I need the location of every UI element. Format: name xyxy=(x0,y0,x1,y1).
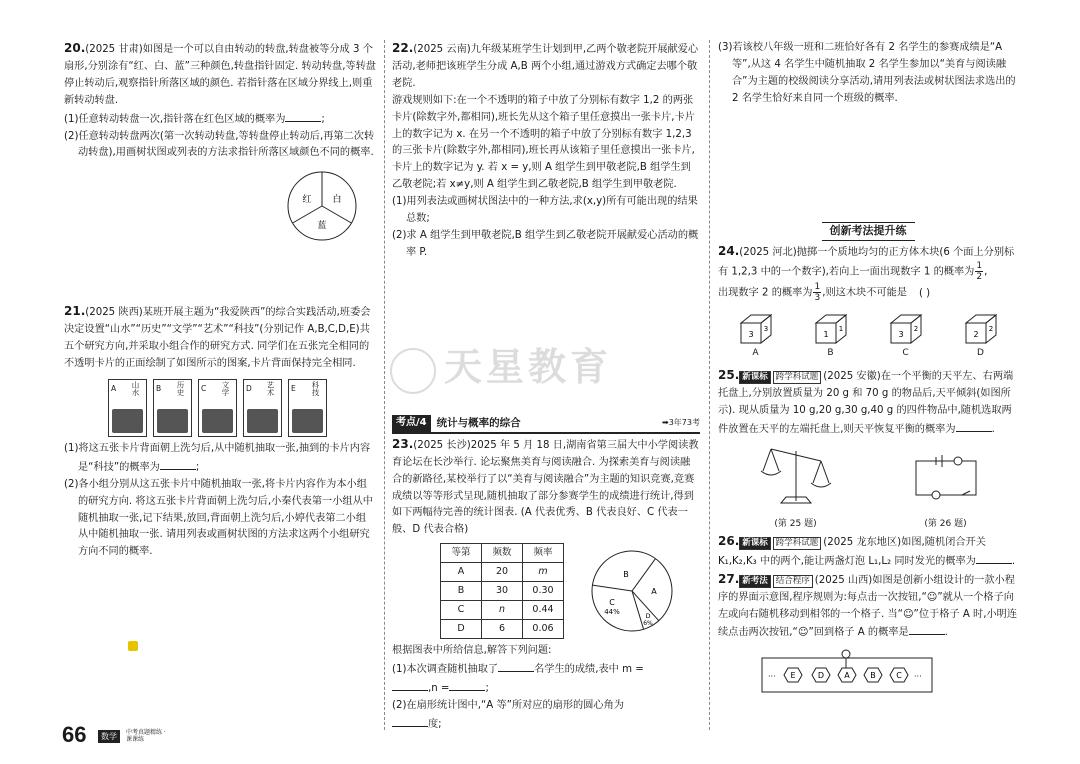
svg-text:3: 3 xyxy=(763,325,768,334)
subject-badge: 数学 xyxy=(98,730,120,743)
answer-blank[interactable] xyxy=(449,679,485,691)
svg-text:···: ··· xyxy=(768,672,776,682)
svg-text:2: 2 xyxy=(913,325,918,334)
svg-text:E: E xyxy=(790,671,796,681)
cube-option-a: 3 3 A xyxy=(736,313,776,363)
section-banner: 创新考法提升练 xyxy=(718,222,1018,241)
answer-blank[interactable] xyxy=(956,420,992,432)
balance-scale-icon xyxy=(751,443,841,509)
circuit-figure: (第 26 题) xyxy=(906,447,986,533)
cube-option-d: 2 2 D xyxy=(961,313,1001,363)
question-24: 24.(2025 河北)抛掷一个质地均匀的正方体木块(6 个面上分别标有 1,2,3 中的一个数字),若向上一面出现数字 1 的概率为 $\frac{1}{2}$ , 出现数字 2 的概率为 $\frac{1}{3}$ ,则这木块不可能是 ( ) 3 3 A 1 1 B 3 2 C 2 2 D xyxy=(718,243,1018,364)
svg-text:A: A xyxy=(844,671,850,681)
svg-text:1: 1 xyxy=(822,330,829,340)
answer-blank[interactable] xyxy=(976,552,1012,564)
answer-blank[interactable] xyxy=(285,110,321,122)
spinner-label-white: 白 xyxy=(332,195,342,206)
svg-text:3: 3 xyxy=(897,330,904,340)
question-25: 25. 新课标 跨学科试题 (2025 安徽)在一个平衡的天平左、右两端托盘上,分别放置质量为 20 g 和 70 g 的物品后,天平倾斜(如图所示). 现从质量为 10 g,20 g,30 g,40 g 的四件物品中,随机选取两件放置在天平的左端托盘上,则天平恢复平衡的概率为 . (第 25 题) (第 26 题) xyxy=(718,367,1018,532)
svg-text:44%: 44% xyxy=(604,608,620,617)
card-c: C 文学 xyxy=(198,379,237,437)
svg-text:3: 3 xyxy=(747,330,754,340)
question-23: 23.(2025 长沙)2025 年 5 月 18 日,湖南省第三届大中小学阅读教育论坛在长沙举行. 论坛聚焦美育与阅读融合. 为探索美育与阅读融合的新路径,某校举行了以“美育与阅读融合”为主题的知识竞赛,竞赛成绩以等等形式呈现,随机抽取了部分参赛学生的成绩进行统计,得到如下两幅待完善的统计图表. (A 代表优秀、B 代表良好、C 代表一般、D 代表合格) 等第 频数 频率 A 20 m B 30 0.30 C n 0.44 D 6 0.06 B A C 44% D 6% 根据图表中所给信息,解答下列问题: (1)本次调查随机抽取了 名学生的成绩,表中 m = ,n = ; (2)在扇形统计图中,“A 等”所对应的扇形的圆心角为 度; xyxy=(392,436,699,730)
answer-blank[interactable] xyxy=(392,679,428,691)
question-26: 26. 新课标 跨学科试题 (2025 龙东地区)如图,随机闭合开关 K₁,K₂,K₃ 中的两个,能让两盏灯泡 L₁,L₂ 同时发光的概率为 . xyxy=(718,533,1016,567)
answer-blank[interactable] xyxy=(909,623,945,635)
program-cells-figure xyxy=(758,648,1028,698)
spinner-label-blue: 蓝 xyxy=(317,221,327,232)
question-27: 27. 新考法 结合程序 (2025 山西)如图是创新小组设计的一款小程序的界面示意图,程序规则为:每点击一次按钮,“☺”就从一个格子向左或向右随机移动到相邻的一个格子. 当“☺”位于格子 A 时,小明连续点击两次按钮,“☺”回到格子 A 的概率是 . ··· E D A B C ··· xyxy=(718,571,1018,706)
svg-text:D: D xyxy=(645,612,651,621)
svg-text:C: C xyxy=(609,598,615,608)
frequency-table: 等第 频数 频率 A 20 m B 30 0.30 C n 0.44 D 6 0.06 xyxy=(440,543,564,639)
watermark: 天星教育 xyxy=(390,336,612,394)
page-number: 66 xyxy=(62,722,87,747)
literature-image xyxy=(202,409,233,433)
pie-chart xyxy=(586,546,696,636)
question-20: 20.(2025 甘肃)如图是一个可以自由转动的转盘,转盘被等分成 3 个扇形,分别涂有“红、白、蓝”三种颜色,转盘指针固定. 转动转盘,等转盘停止转动后,观察指针所落区域的颜色. 若指针落在区域分界线上,则重新转动转盘. (1)任意转动转盘一次,指针落在红色区域的概率为 ; (2)任意转动转盘两次(第一次转动转盘,等转盘停止转动后,再第二次转动转盘),用画树状图或列表的方法求指针所落区域颜色不同的概率. 红 白 蓝 xyxy=(64,40,376,261)
note-icon xyxy=(128,641,138,651)
answer-blank[interactable] xyxy=(160,458,196,470)
svg-text:1: 1 xyxy=(838,325,843,334)
question-21: 21.(2025 陕西)某班开展主题为“我爱陕西”的综合实践活动,班委会决定设置“山水”“历史”“文学”“艺术”“科技”(分别记作 A,B,C,D,E)共五个研究方向,并采取小组合作的研究方式. 同学们在五张完全相同的不透明卡片的正面绘制了如图所示的图案,卡片背面保持完全相同. A 山水 B 历史 C 文学 D 艺术 E 科技 (1)将这五张卡片背面朝上洗匀后,从中随机抽取一张,抽到的卡片内容是“科技”的概率为 ; (2)各小组分别从这五张卡片中随机抽取一张,将卡片内容作为本小组的研究方向. 将这五张卡片背面朝上洗匀后,小秦代表第一小组从中随机抽取一张,记下结果,放回,背面朝上洗匀后,小婷代表第二小组从中随机抽取一张. 请用列表或画树状图的方法求这两个小组研究方向不同的概率. xyxy=(64,303,376,561)
table-row: D 6 0.06 xyxy=(441,620,564,639)
section-header: 考点/4 统计与概率的综合 ➡3年73考 xyxy=(392,416,700,434)
airplane-image xyxy=(292,409,323,433)
answer-paren[interactable]: ( ) xyxy=(918,287,931,299)
circuit-diagram-icon xyxy=(906,447,986,509)
cube-option-b: 1 1 B xyxy=(811,313,851,363)
card-d: D 艺术 xyxy=(243,379,282,437)
column-left xyxy=(64,40,376,561)
svg-text:A: A xyxy=(651,587,657,597)
spinner-figure xyxy=(64,162,376,254)
column-right: (3)若该校八年级一班和二班恰好各有 2 名学生的参赛成绩是“A 等”,从这 4 名学生中随机抽取 2 名学生参加以“美育与阅读融合”为主题的校级阅读分享活动,请用列表法或树状图法求选出的 2 名学生恰好来自同一个班级的概率. 创新考法提升练 24.(2025 河北)抛掷一个质地均匀的正方体木块(6 个面上分别标有 1,2,3 中的一个数字),若向上一面出现数字 1 的概率为 $\frac{1}{2}$ , 出现数字 2 的概率为 $\frac{1}{3}$ ,则这木块不可能是 ( ) 3 3 A 1 1 B 3 2 C 2 2 D 25. 新课标 跨学科试题 (2025 安徽)在一个平衡的天平左、右两端托盘上,分别放置质量为 20 g 和 70 g 的物品后,天平倾斜(如图所示). 现从质量为 10 g,20 g,30 g,40 g 的四件物品中,随机选取两件放置在天平的左端托盘上,则天平恢复平衡的概率为 . (第 25 题) (第 26 题) 26. 新课标 跨学科试题 (2025 龙东地区)如图,随机闭合开关 K₁,K₂,K₃ 中的两个,能让两盏灯泡 L₁,L₂ 同时发光的概率为 . 27. 新考法 结合程序 (2025 山西)如图是创新小组设计的一款小程序的界面示意图,程序规则为:每点击一次按钮,“☺”就从一个格子向左或向右随机移动到相邻的一个格子. 当“☺”位于格子 A 时,小明连续点击两次按钮,“☺”回到格子 A 的概率是 . ··· E D A B C ··· xyxy=(718,40,1018,705)
column-divider xyxy=(709,40,710,730)
table-row: C n 0.44 xyxy=(441,601,564,620)
history-image xyxy=(157,409,188,433)
svg-text:6%: 6% xyxy=(643,620,653,628)
card-a: A 山水 xyxy=(108,379,147,437)
cube-option-c: 3 2 C xyxy=(886,313,926,363)
svg-text:B: B xyxy=(870,671,876,681)
column-divider xyxy=(384,40,385,730)
svg-text:2: 2 xyxy=(988,325,993,334)
svg-text:2: 2 xyxy=(972,330,979,340)
card-b: B 历史 xyxy=(153,379,192,437)
fraction-third: $\frac{1}{3}$ xyxy=(814,282,821,304)
balance-figure: (第 25 题) xyxy=(751,443,841,533)
cube-options xyxy=(718,313,1018,363)
card-row xyxy=(108,379,376,437)
fraction-half: $\frac{1}{2}$ xyxy=(976,261,983,283)
art-image xyxy=(247,409,278,433)
card-e: E 科技 xyxy=(288,379,327,437)
column-middle xyxy=(392,40,700,734)
svg-text:···: ··· xyxy=(914,672,922,682)
svg-text:C: C xyxy=(896,671,902,681)
table-row: A 20 m xyxy=(441,563,564,582)
svg-text:D: D xyxy=(817,671,825,681)
question-22: 22.(2025 云南)九年级某班学生计划到甲,乙两个敬老院开展献爱心活动,老师把该班学生分成 A,B 两个小组,通过游戏方式确定去哪个敬老院. 游戏规则如下:在一个不透明的箱子中放了分别标有数字 1,2 的两张卡片(除数字外,都相同),班长先从这个箱子里任意摸出一张卡片,卡片上的数字记为 x. 在另一个不透明的箱子中放了分别标有数字 1,2,3 的三张卡片(除数字外,都相同),班长再从该箱子里任意摸出一张卡片,卡片上的数字记为 y. 若 x = y,则 A 组学生到甲敬老院,B 组学生到乙敬老院;若 x≠y,则 A 组学生到乙敬老院,B 组学生到甲敬老院. (1)用列表法或画树状图法中的一种方法,求(x,y)所有可能出现的结果总数; (2)求 A 组学生到甲敬老院,B 组学生到乙敬老院开展献爱心活动的概率 P. xyxy=(392,41,699,258)
smiley-icon xyxy=(842,650,850,658)
spinner-label-red: 红 xyxy=(302,195,312,206)
table-row: B 30 0.30 xyxy=(441,582,564,601)
book-subtitle: 中考真题精练 · 课课练 xyxy=(126,729,166,743)
answer-blank[interactable] xyxy=(498,660,534,672)
landscape-image xyxy=(112,409,143,433)
svg-text:B: B xyxy=(623,570,629,580)
answer-blank[interactable] xyxy=(392,715,428,727)
